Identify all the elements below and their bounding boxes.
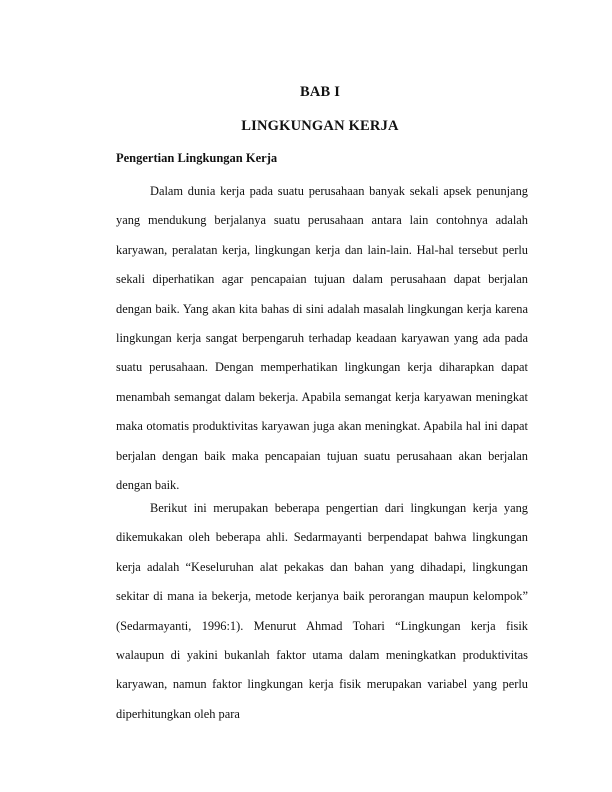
paragraph-text: Dalam dunia kerja pada suatu perusahaan banyak sekali apsek penunjang yang mendukung berjalanya suatu perusahaan antara lain contohnya adalah karyawan, peralatan kerja, lingkungan kerja dan lain-lain. Hal-hal tersebut perlu sekali diperhatikan agar pencapaian tujuan dalam perusahaan dapat berjalan dengan baik. Yang akan kita bahas di sini adalah masalah lingkungan kerja karena lingkungan kerja sangat berpengaruh terhadap keadaan karyawan yang ada pada suatu perusahaan. Dengan memperhatikan lingkungan kerja diharapkan dapat menambah semangat dalam bekerja. Apabila semangat kerja karyawan meningkat maka otomatis produktivitas karyawan juga akan meningkat. Apabila hal ini dapat berjalan dengan baik maka pencapaian tujuan suatu perusahaan akan berjalan dengan baik. <box>116 184 528 493</box>
section-heading: Pengertian Lingkungan Kerja <box>116 151 278 165</box>
body-paragraph <box>116 494 528 729</box>
body-paragraph <box>116 177 528 500</box>
chapter-number: BAB I <box>299 84 341 100</box>
chapter-title: LINGKUNGAN KERJA <box>241 118 399 134</box>
paragraph-text: Berikut ini merupakan beberapa pengertian dari lingkungan kerja yang dikemukakan oleh beberapa ahli. Sedarmayanti berpendapat bahwa lingkungan kerja adalah “Keseluruhan alat pekakas dan bahan yang dihadapi, lingkungan sekitar di mana ia bekerja, metode kerjanya baik perorangan maupun kelompok” (Sedarmayanti, 1996:1). Menurut Ahmad Tohari “Lingkungan kerja fisik walaupun di yakini bukanlah faktor utama dalam meningkatkan produktivitas karyawan, namun faktor lingkungan kerja fisik merupakan variabel yang perlu diperhitungkan oleh para <box>116 501 528 721</box>
